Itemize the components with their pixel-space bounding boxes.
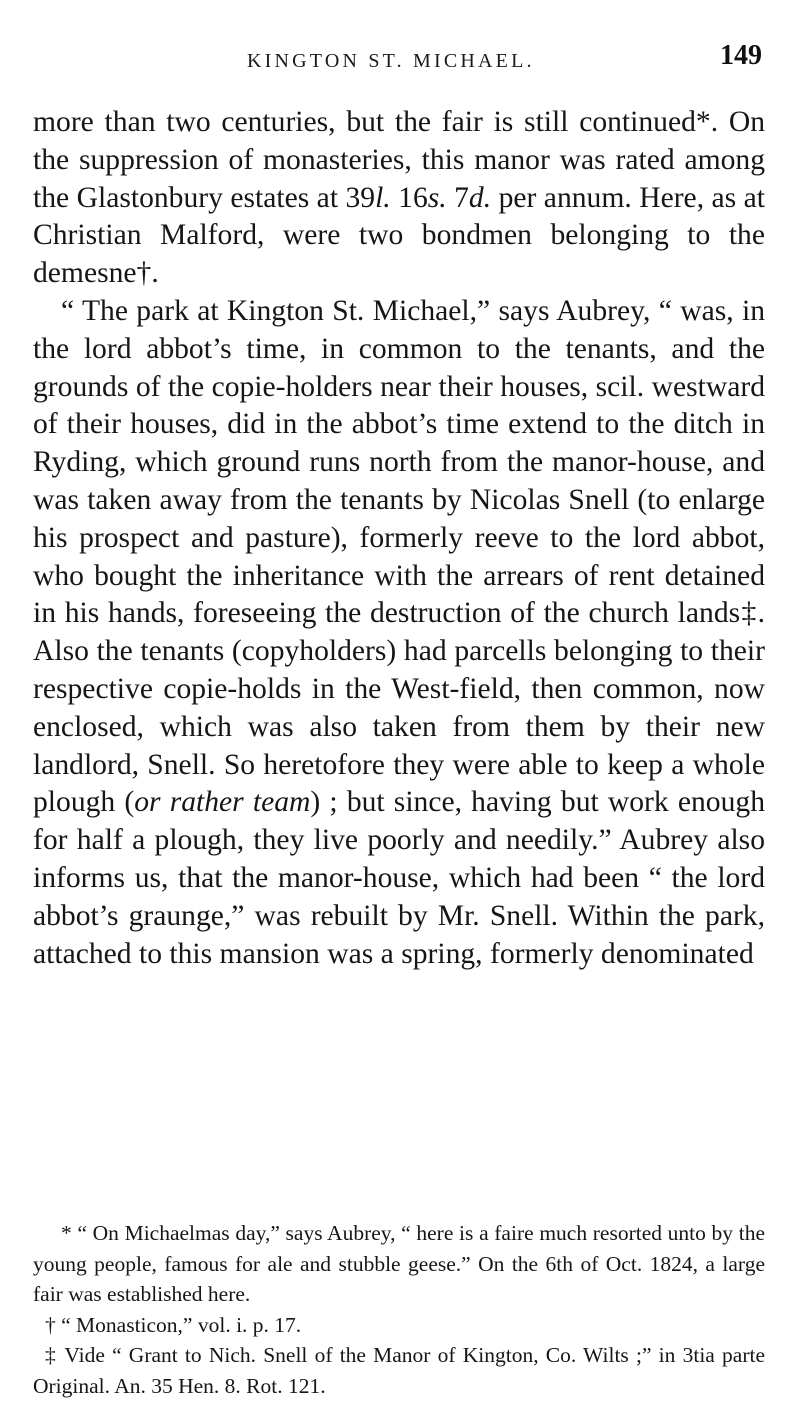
paragraph-1-text-b: per annum. Here, as at Christian Malford, were two bondmen belonging to the demesne†. bbox=[33, 181, 765, 290]
footnote-2: † “ Monasticon,” vol. i. p. 17. bbox=[45, 1312, 302, 1337]
running-head bbox=[0, 40, 800, 84]
pounds-abbrev: l. bbox=[375, 181, 391, 214]
money-pence: 7 bbox=[446, 181, 469, 214]
main-text bbox=[33, 104, 765, 973]
footnotes bbox=[33, 1218, 765, 1402]
money-shillings: 16 bbox=[390, 181, 428, 214]
paragraph-2-text-a: “ The park at Kington St. Michael,” says Aubrey, “ was, in the lord abbot’s time, in common to the tenants, and the grounds of the copie-holders near their houses, scil. westward of their houses, did in the abbot’s time extend to the ditch in Ryding, which ground runs north from the manor-house, and was taken away from the tenants by Nicolas Snell (to enlarge his prospect and pasture), formerly reeve to the lord abbot, who bought the inheritance with the arrears of rent detained in his hands, foreseeing the destruction of the church lands‡. Also the tenants (copyholders) had parcells belonging to their respective copie-holds in the West-field, then common, now enclosed, which was also taken from them by their new landlord, Snell. So heretofore they were able to keep a whole plough ( bbox=[33, 294, 765, 819]
paragraph-1-text-a: more than two centuries, but the fair is still continued*. On the suppression of monasteries, this manor was rated among the Glastonbury estates at bbox=[33, 106, 765, 214]
page-number: 149 bbox=[720, 40, 762, 71]
footnote-3: ‡ Vide “ Grant to Nich. Snell of the Manor of Kington, Co. Wilts ;” in 3tia parte Original. An. 35 Hen. 8. Rot. 121. bbox=[33, 1343, 765, 1398]
paragraph-2-italic: or rather team bbox=[134, 786, 311, 819]
running-title: KINGTON ST. MICHAEL. bbox=[247, 50, 535, 72]
paragraph-2 bbox=[33, 293, 765, 973]
footnote-1: * “ On Michaelmas day,” says Aubrey, “ here is a faire much resorted unto by the young people, famous for ale and stubble geese.” On the 6th of Oct. 1824, a large fair was established here. bbox=[33, 1221, 765, 1307]
paragraph-1 bbox=[33, 104, 765, 293]
paragraph-2-text-b: ) ; but since, having but work enough for half a plough, they live poorly and needily.” Aubrey also informs us, that the manor-house, which had been “ the lord abbot’s graunge,” was rebuilt by Mr. Snell. Within the park, attached to this mansion was a spring, formerly denominated bbox=[33, 786, 765, 970]
money-pounds: 39 bbox=[345, 181, 376, 214]
shillings-abbrev: s. bbox=[427, 181, 447, 214]
pence-abbrev: d. bbox=[468, 181, 492, 214]
